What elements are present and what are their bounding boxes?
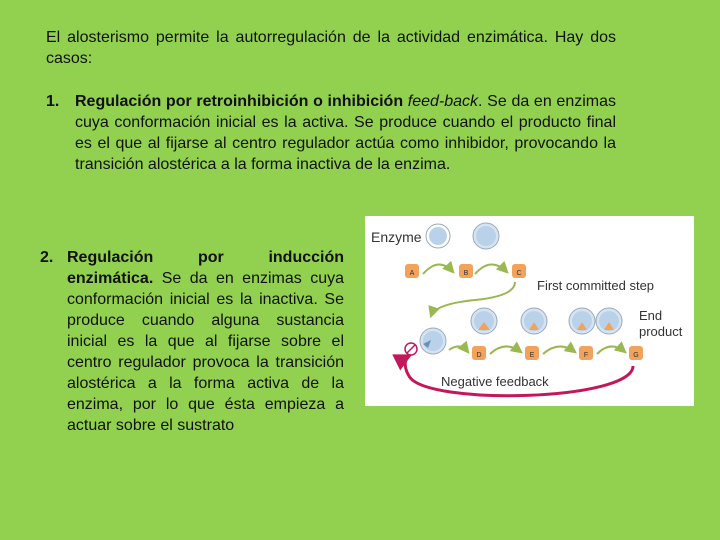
item-title-italic: feed-back [407, 93, 479, 110]
intro-paragraph [46, 27, 616, 69]
svg-text:D: D [476, 352, 482, 359]
first-committed-step-label: First committed step [537, 278, 655, 293]
intro-text: El alosterismo permite la autorregulación de la actividad enzimática. Hay dos casos: [46, 29, 616, 67]
list-item-feedback-inhibition [46, 91, 616, 175]
arrow-f-g [597, 346, 625, 354]
svg-text:C: C [516, 270, 522, 277]
list-item-enzyme-induction [40, 247, 344, 436]
list-number: 1. [46, 93, 60, 110]
negative-feedback-label: Negative feedback [441, 374, 549, 389]
enzyme-e [521, 308, 547, 334]
item-title: Regulación por inducción enzimática. [67, 249, 344, 287]
enzyme-active-top [473, 223, 499, 249]
enzyme-inactive-top [426, 224, 450, 248]
arrow-e-f [543, 346, 575, 354]
list-item-body [67, 247, 344, 436]
item-text: . Se da en enzimas cuya conformación inicial es la activa. Se produce cuando el producto final es el que al fijarse al centro regulador actúa como inhibidor, provocando la transición alostérica a la forma inactiva de la enzima. [75, 93, 616, 173]
arrow-d-e [490, 346, 521, 354]
arrow-b-c [475, 264, 507, 274]
arrow-a-b [423, 264, 453, 274]
metabolite-b [459, 264, 473, 278]
svg-text:E: E [529, 352, 535, 359]
inhibition-icon [405, 343, 417, 355]
enzyme-g [596, 308, 622, 334]
arrow-to-d [449, 346, 468, 352]
metabolite-c [512, 264, 526, 278]
list-number: 2. [40, 249, 54, 266]
svg-text:B: B [463, 270, 469, 277]
enzyme-label: Enzyme [371, 229, 422, 245]
feedback-inhibition-diagram [365, 216, 694, 406]
metabolite-a [405, 264, 419, 278]
list-item-body [75, 91, 616, 175]
item-text: Se da en enzimas cuya conformación inicial es la inactiva. Se produce cuando alguna sustancia inicial es la que al fijarse sobre el centro regulador provoca la transición alostérica a la forma activa de la enzima, por lo que ésta empieza a actuar sobre el sustrato [67, 270, 344, 434]
metabolite-f [579, 346, 593, 360]
diagram-svg [365, 216, 694, 406]
metabolite-g [629, 346, 643, 360]
enzyme-f [569, 308, 595, 334]
svg-text:F: F [583, 352, 589, 359]
enzyme-d [471, 308, 497, 334]
svg-text:G: G [633, 352, 639, 359]
metabolite-d [472, 346, 486, 360]
metabolite-e [525, 346, 539, 360]
svg-text:A: A [409, 270, 415, 277]
end-product-label-line1: End [639, 308, 663, 323]
item-title: Regulación por retroinhibición o inhibición [75, 93, 408, 110]
enzyme-inhibited [420, 328, 446, 354]
end-product-label-line2: product [639, 324, 683, 339]
arrow-c-down [431, 282, 515, 316]
